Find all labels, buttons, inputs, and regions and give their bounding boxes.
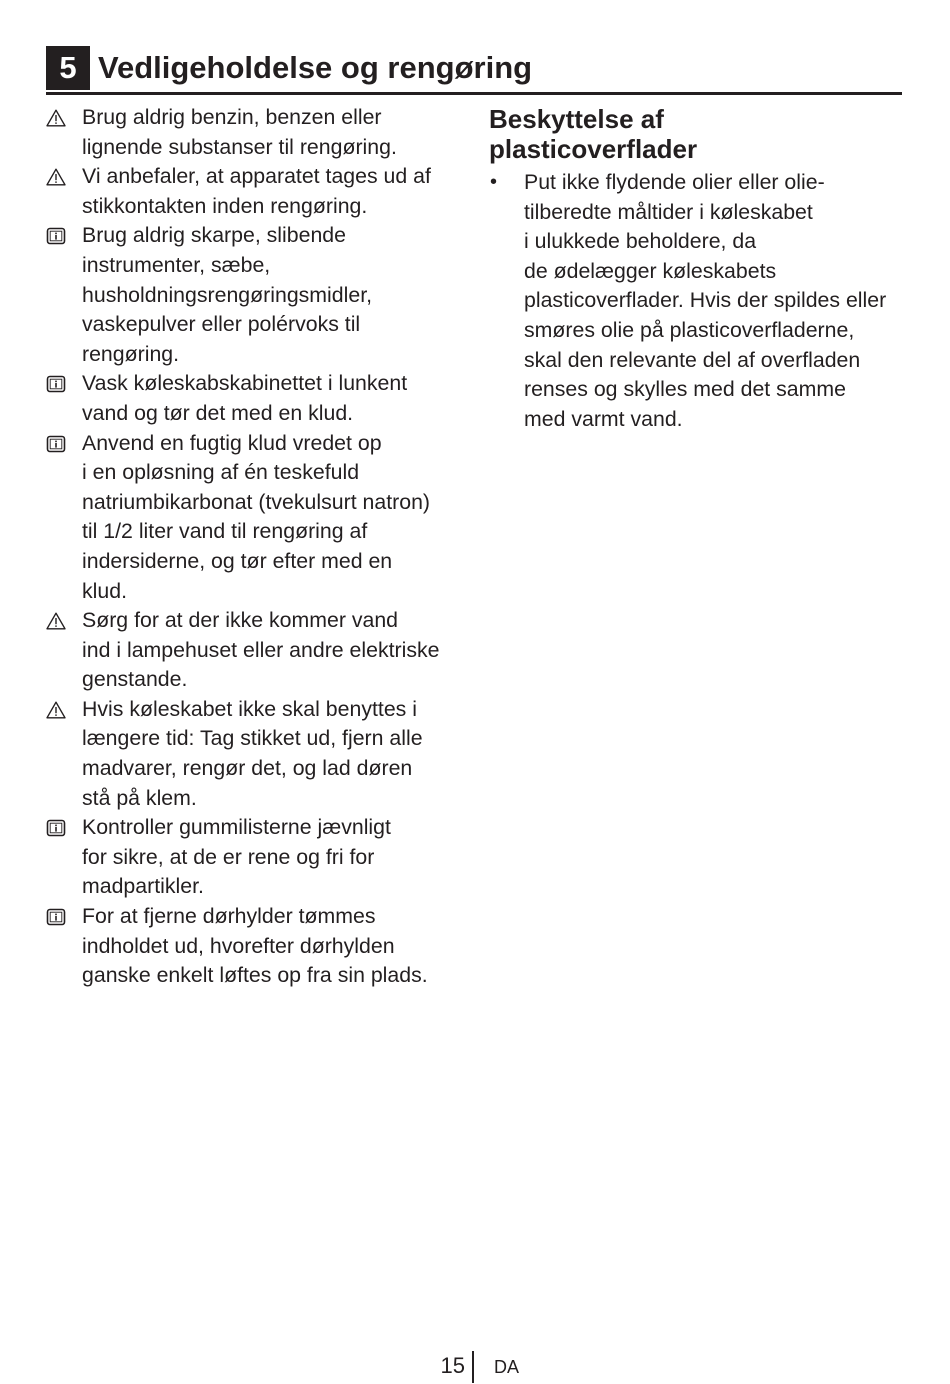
footer-divider	[472, 1351, 474, 1383]
warning-icon	[46, 701, 66, 719]
instruction-line: indholdet ud, hvorefter dørhylden	[82, 933, 395, 958]
instruction-item	[46, 695, 466, 813]
info-icon	[46, 375, 66, 393]
instruction-item	[46, 369, 466, 428]
bullet-line: med varmt vand.	[524, 406, 683, 431]
instruction-line: husholdningsrengøringsmidler,	[82, 282, 373, 307]
bullet-list	[489, 168, 909, 434]
instruction-line: madvarer, rengør det, og lad døren	[82, 756, 413, 781]
instruction-line: ind i lampehuset eller andre elektriske	[82, 637, 440, 662]
instruction-line: stikkontakten inden rengøring.	[82, 193, 368, 218]
heading-line: Beskyttelse af	[489, 104, 664, 134]
instruction-line: ganske enkelt løftes op fra sin plads.	[82, 963, 428, 988]
instruction-line: Vi anbefaler, at apparatet tages ud af	[82, 164, 431, 189]
language-code: DA	[494, 1357, 520, 1377]
maintenance-instructions	[46, 103, 466, 991]
instruction-line: Brug aldrig benzin, benzen eller	[82, 105, 382, 129]
instruction-item	[46, 103, 466, 162]
info-icon	[46, 435, 66, 453]
bullet-line: i ulukkede beholdere, da	[524, 229, 757, 254]
instruction-line: instrumenter, sæbe,	[82, 252, 271, 277]
page-number: 15	[440, 1353, 465, 1378]
bullet-icon: •	[490, 171, 498, 193]
section-title: Vedligeholdelse og rengøring	[98, 50, 533, 85]
instruction-line: for sikre, at de er rene og fri for	[82, 844, 375, 869]
warning-icon	[46, 612, 66, 630]
bullet-item	[489, 168, 909, 434]
instruction-line: natriumbikarbonat (tvekulsurt natron)	[82, 489, 431, 514]
section-number: 5	[46, 46, 90, 90]
info-icon	[46, 819, 66, 837]
instruction-line: genstande.	[82, 667, 188, 692]
instruction-line: længere tid: Tag stikket ud, fjern alle	[82, 726, 423, 751]
plastic-surfaces-heading	[489, 104, 909, 164]
bullet-line: tilberedte måltider i køleskabet	[524, 199, 813, 224]
instruction-item	[46, 606, 466, 695]
bullet-line: de ødelægger køleskabets	[524, 258, 777, 283]
instruction-line: Hvis køleskabet ikke skal benyttes i	[82, 696, 417, 721]
bullet-line: Put ikke flydende olier eller olie-	[524, 170, 825, 194]
bullet-line: plasticoverflader. Hvis der spildes eller	[524, 288, 887, 313]
bullet-line: skal den relevante del af overfladen	[524, 347, 861, 372]
instruction-line: Kontroller gummilisterne jævnligt	[82, 815, 391, 840]
instruction-line: indersiderne, og tør efter med en	[82, 548, 393, 573]
info-icon	[46, 227, 66, 245]
instruction-line: Sørg for at der ikke kommer vand	[82, 608, 399, 633]
section-header	[46, 46, 902, 95]
instruction-line: madpartikler.	[82, 874, 204, 899]
instruction-line: Brug aldrig skarpe, slibende	[82, 223, 346, 248]
plastic-surfaces-section	[489, 104, 909, 434]
instruction-line: rengøring.	[82, 341, 180, 366]
instruction-item	[46, 429, 466, 607]
page-footer	[0, 1351, 950, 1381]
instruction-item	[46, 902, 466, 991]
instruction-line: vand og tør det med en klud.	[82, 400, 354, 425]
heading-line: plasticoverflader	[489, 134, 698, 164]
bullet-line: renses og skylles med det samme	[524, 377, 846, 402]
instruction-line: Vask køleskabskabinettet i lunkent	[82, 371, 408, 396]
instruction-line: lignende substanser til rengøring.	[82, 134, 397, 159]
warning-icon	[46, 168, 66, 186]
instruction-item	[46, 813, 466, 902]
info-icon	[46, 908, 66, 926]
instruction-line: stå på klem.	[82, 785, 197, 810]
instruction-line: vaskepulver eller polérvoks til	[82, 312, 361, 337]
instruction-line: For at fjerne dørhylder tømmes	[82, 904, 376, 929]
instruction-line: Anvend en fugtig klud vredet op	[82, 430, 382, 455]
instruction-line: klud.	[82, 578, 127, 603]
instruction-line: i en opløsning af én teskefuld	[82, 460, 360, 485]
warning-icon	[46, 109, 66, 127]
instruction-item	[46, 221, 466, 369]
instruction-item	[46, 162, 466, 221]
bullet-line: smøres olie på plasticoverfladerne,	[524, 317, 855, 342]
instruction-line: til 1/2 liter vand til rengøring af	[82, 519, 368, 544]
